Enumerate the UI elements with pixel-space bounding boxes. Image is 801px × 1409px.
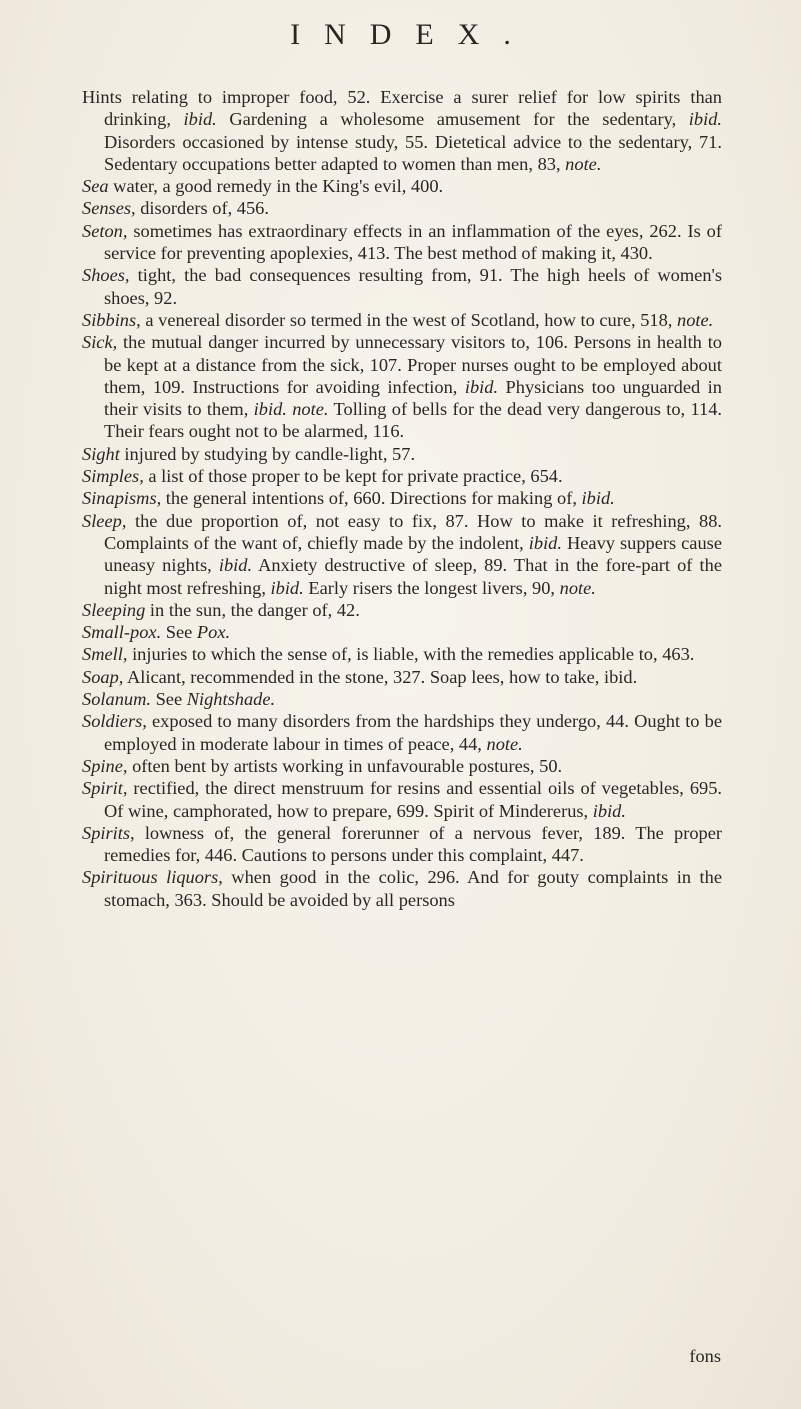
index-entry: Sleep, the due proportion of, not easy to fix, 87. How to make it refreshing, 88. Complaints of the want of, chiefly made by the indolent, ibid. Heavy suppers cause uneasy nights, ibid. Anxiety destructive of sleep, 89. That in the fore-part of the night most refreshing, ibid. Early risers the longest livers, 90, note. [82, 510, 722, 598]
entry-headword: Solanum. [82, 689, 151, 710]
index-entry: Sleeping in the sun, the danger of, 42. [82, 599, 360, 620]
entry-headword: Seton, [82, 220, 128, 241]
index-entry: Spine, often bent by artists working in unfavourable postures, 50. [82, 755, 563, 776]
entry-headword: Sleep, [82, 510, 127, 531]
index-entry: Sick, the mutual danger incurred by unnecessary visitors to, 106. Persons in health to be kept at a distance from the sick, 107. Proper nurses ought to be employed about them, 109. Instructions for avoiding infection, ibid. Physicians too unguarded in their visits to them, ibid. note. Tolling of bells for the dead very dangerous to, 114. Their fears ought not to be alarmed, 116. [82, 332, 723, 442]
index-entry: Soap, Alicant, recommended in the stone, 327. Soap lees, how to take, ibid. [82, 666, 638, 687]
entry-headword: Sea [82, 176, 109, 197]
index-entries [82, 86, 722, 911]
entry-headword: Sight [82, 443, 120, 464]
entry-headword: Spirits, [82, 822, 135, 843]
entry-headword: Sinapisms, [82, 488, 162, 509]
index-entry: Seton, sometimes has extraordinary effects in an inflammation of the eyes, 262. Is of service for preventing apoplexies, 413. The best method of making it, 430. [82, 220, 722, 264]
index-entry: Shoes, tight, the bad consequences resulting from, 91. The high heels of women's shoes, 92. [82, 265, 722, 308]
entry-headword: Shoes, [82, 265, 130, 286]
entry-headword: Sibbins, [82, 309, 141, 330]
index-entry: Senses, disorders of, 456. [82, 198, 269, 219]
index-entry: Sibbins, a venereal disorder so termed in the west of Scotland, how to cure, 518, note. [82, 309, 714, 330]
index-entry: Solanum. See Nightshade. [82, 689, 276, 710]
entry-headword: Senses, [82, 198, 136, 219]
index-entry: Soldiers, exposed to many disorders from the hardships they undergo, 44. Ought to be employed in moderate labour in times of peace, 44, note. [82, 711, 722, 754]
entry-headword: Spirit, [82, 778, 128, 799]
entry-headword: Spine, [82, 755, 128, 776]
index-entry: Sinapisms, the general intentions of, 660. Directions for making of, ibid. [82, 488, 615, 509]
entry-headword: Sick, [82, 332, 118, 353]
entry-headword: Spirituous liquors, [82, 867, 223, 888]
index-entry: Spirits, lowness of, the general forerunner of a nervous fever, 189. The proper remedies for, 446. Cautions to persons under this complaint, 447. [82, 822, 722, 866]
entry-headword: Simples, [82, 466, 144, 487]
entry-headword: Sleeping [82, 599, 146, 620]
index-entry: Small-pox. See Pox. [82, 622, 231, 643]
catchword: fons [689, 1346, 721, 1366]
index-entry: Sight injured by studying by candle-light, 57. [82, 443, 416, 464]
index-entry: Simples, a list of those proper to be kept for private practice, 654. [82, 466, 563, 487]
entry-headword: Soap, [82, 666, 124, 687]
entry-headword: Soldiers, [82, 711, 147, 732]
index-entry: Smell, injuries to which the sense of, is liable, with the remedies applicable to, 463. [82, 644, 695, 665]
index-entry: Spirituous liquors, when good in the colic, 296. And for gouty complaints in the stomach, 363. Should be avoided by all persons [82, 867, 723, 910]
index-entry: Spirit, rectified, the direct menstruum for resins and essential oils of vegetables, 695. Of wine, camphorated, how to prepare, 699. Spirit of Mindererus, ibid. [82, 778, 722, 821]
entry-headword: Small-pox. [82, 622, 162, 643]
entry-headword: Smell, [82, 644, 128, 665]
index-entry: Hints relating to improper food, 52. Exercise a surer relief for low spirits than drinking, ibid. Gardening a wholesome amusement for the sedentary, ibid. Disorders occasioned by intense study, 55. Dietetical advice to the sedentary, 71. Sedentary occupations better adapted to women than men, 83, note. [82, 87, 722, 174]
index-entry: Sea water, a good remedy in the King's evil, 400. [82, 176, 444, 197]
page-header: INDEX. [290, 18, 535, 51]
